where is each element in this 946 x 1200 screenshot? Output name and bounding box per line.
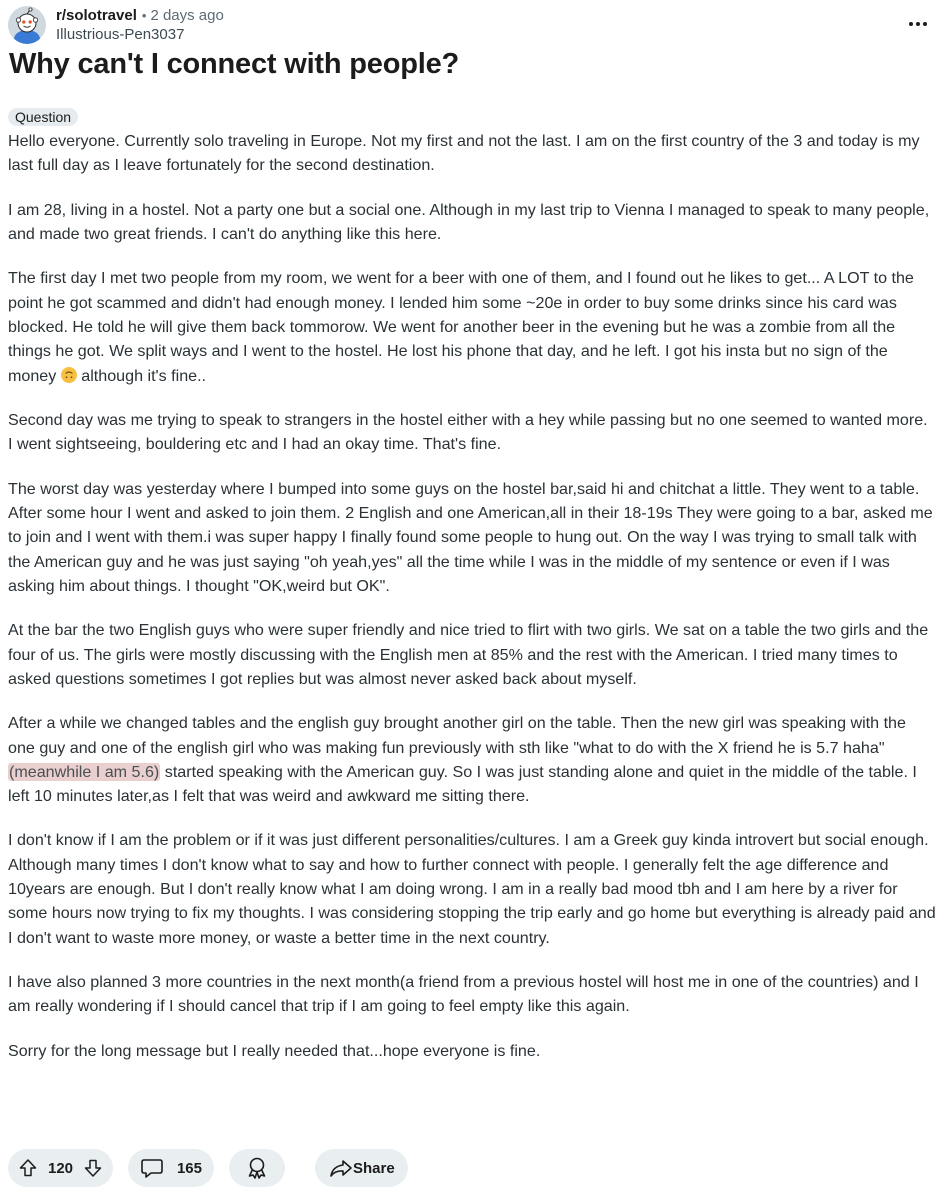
body-text: After a while we changed tables and the english guy brought another girl on the table. Then the new girl was speaking with the one guy and one of the english girl who was making fun previously with sth like "what to do with the X friend he is 5.7 haha" <box>8 714 906 757</box>
comments-button[interactable] <box>128 1149 214 1187</box>
body-paragraph: At the bar the two English guys who were super friendly and nice tried to flirt with two girls. We sat on a table the two girls and the four of us. The girls were mostly discussing with the English men at 85% and the rest with the American. I tried many times to asked questions sometimes I got replies but was almost never asked back about myself. <box>8 621 929 688</box>
body-paragraph: Sorry for the long message but I really needed that...hope everyone is fine. <box>8 1041 541 1060</box>
body-text: started speaking with the American guy. So I was just standing alone and quiet in the middle of the table. I left 10 minutes later,as I felt that was weird and awkward me sitting there. <box>8 762 917 806</box>
comment-graphic <box>140 1157 164 1179</box>
share-button[interactable] <box>315 1149 408 1187</box>
meta-separator: • <box>141 8 147 23</box>
body-paragraph: I am 28, living in a hostel. Not a party one but a social one. Although in my last trip to Vienna I managed to speak to many people, and made two great friends. I can't do anything like this here. <box>8 200 930 243</box>
share-graphic <box>329 1158 353 1178</box>
post-body <box>8 129 936 1083</box>
award-icon <box>245 1156 269 1180</box>
vote-control <box>8 1149 113 1187</box>
subreddit-link[interactable]: r/solotravel <box>56 7 137 24</box>
post-header <box>8 6 224 44</box>
award-button[interactable] <box>229 1149 285 1187</box>
body-paragraph: Hello everyone. Currently solo traveling in Europe. Not my first and not the last. I am on the first country of the 3 and today is my last full day as I leave fortunately for the second destination. <box>8 132 920 175</box>
comment-bubble-icon <box>140 1157 164 1179</box>
post-action-bar <box>8 1149 408 1187</box>
body-paragraph <box>8 266 936 387</box>
upvote-graphic <box>18 1158 38 1178</box>
body-paragraph <box>8 711 936 808</box>
post-flair-badge[interactable]: Question <box>8 108 78 126</box>
post-title[interactable]: Why can't I connect with people? <box>9 48 460 80</box>
upside-down-face-emoji <box>61 367 77 383</box>
post-timestamp: 2 days ago <box>150 7 224 24</box>
emoji-graphic <box>61 367 77 383</box>
body-paragraph: Second day was me trying to speak to strangers in the hostel either with a hey while passing but no one seemed to wanted more. I went sightseeing, bouldering etc and I had an okay time. That's fine. <box>8 410 928 454</box>
downvote-arrow-icon[interactable] <box>83 1158 103 1178</box>
upvote-arrow-icon[interactable] <box>18 1158 38 1178</box>
body-paragraph: I don't know if I am the problem or if it was just different personalities/cultures. I am a Greek guy kinda introvert but social enough. Although many times I don't know what to say and how to further connect with people. I generally felt the age difference and 10years are enough. But I don't really know what I am doing wrong. I am in a really bad mood tbh and I am here by a river for some hours now trying to fix my thoughts. I was considering stopping the trip early and go home but everything is already paid and I don't want to waste more money, or waste a better time in the next country. <box>8 831 936 947</box>
comment-count: 165 <box>176 1159 202 1177</box>
body-text: although it's fine.. <box>81 366 207 385</box>
more-dots-graphic <box>906 14 930 34</box>
body-paragraph: I have also planned 3 more countries in the next month(a friend from a previous hostel will host me in one of the countries) and I am really wondering if I should cancel that trip if I am going to feel empty like this again. <box>8 973 919 1016</box>
body-paragraph: The worst day was yesterday where I bumped into some guys on the hostel bar,said hi and chitchat a little. They went to a table. After some hour I went and asked to join them. 2 English and one American,all in their 18-19s They were going to a bar, asked me to join and I went with them.i was super happy I finally found some people to hung out. On the way I was trying to small talk with the American guy and he was just saying "oh yeah,yes" all the time while I was in the middle of my sentence or even if I was asking him about things. I thought "OK,weird but OK". <box>8 479 933 595</box>
meta-top-row <box>56 6 224 25</box>
award-graphic <box>245 1156 269 1180</box>
share-arrow-icon <box>329 1158 353 1178</box>
subreddit-avatar-icon[interactable] <box>8 6 46 44</box>
vote-score: 120 <box>47 1159 74 1177</box>
avatar-graphic <box>8 6 46 44</box>
more-horizontal-icon[interactable] <box>906 14 930 34</box>
body-text: The first day I met two people from my room, we went for a beer with one of them, and I found out he likes to get... A LOT to the point he got scammed and didn't had enough money. I lended him some ~20e in order to buy some drinks since his card was blocked. He told he will give them back tommorow. We went for another beer in the evening but he was a zombie from all the things he got. We split ways and I went to the hostel. He lost his phone that day, and he left. I got his insta but no sign of the money <box>8 269 914 385</box>
highlighted-text: (meanwhile I am 5.6) <box>9 762 160 781</box>
author-link[interactable]: Illustrious-Pen3037 <box>56 26 185 43</box>
post-meta <box>56 6 224 44</box>
downvote-graphic <box>83 1158 103 1178</box>
share-label: Share <box>353 1159 395 1177</box>
